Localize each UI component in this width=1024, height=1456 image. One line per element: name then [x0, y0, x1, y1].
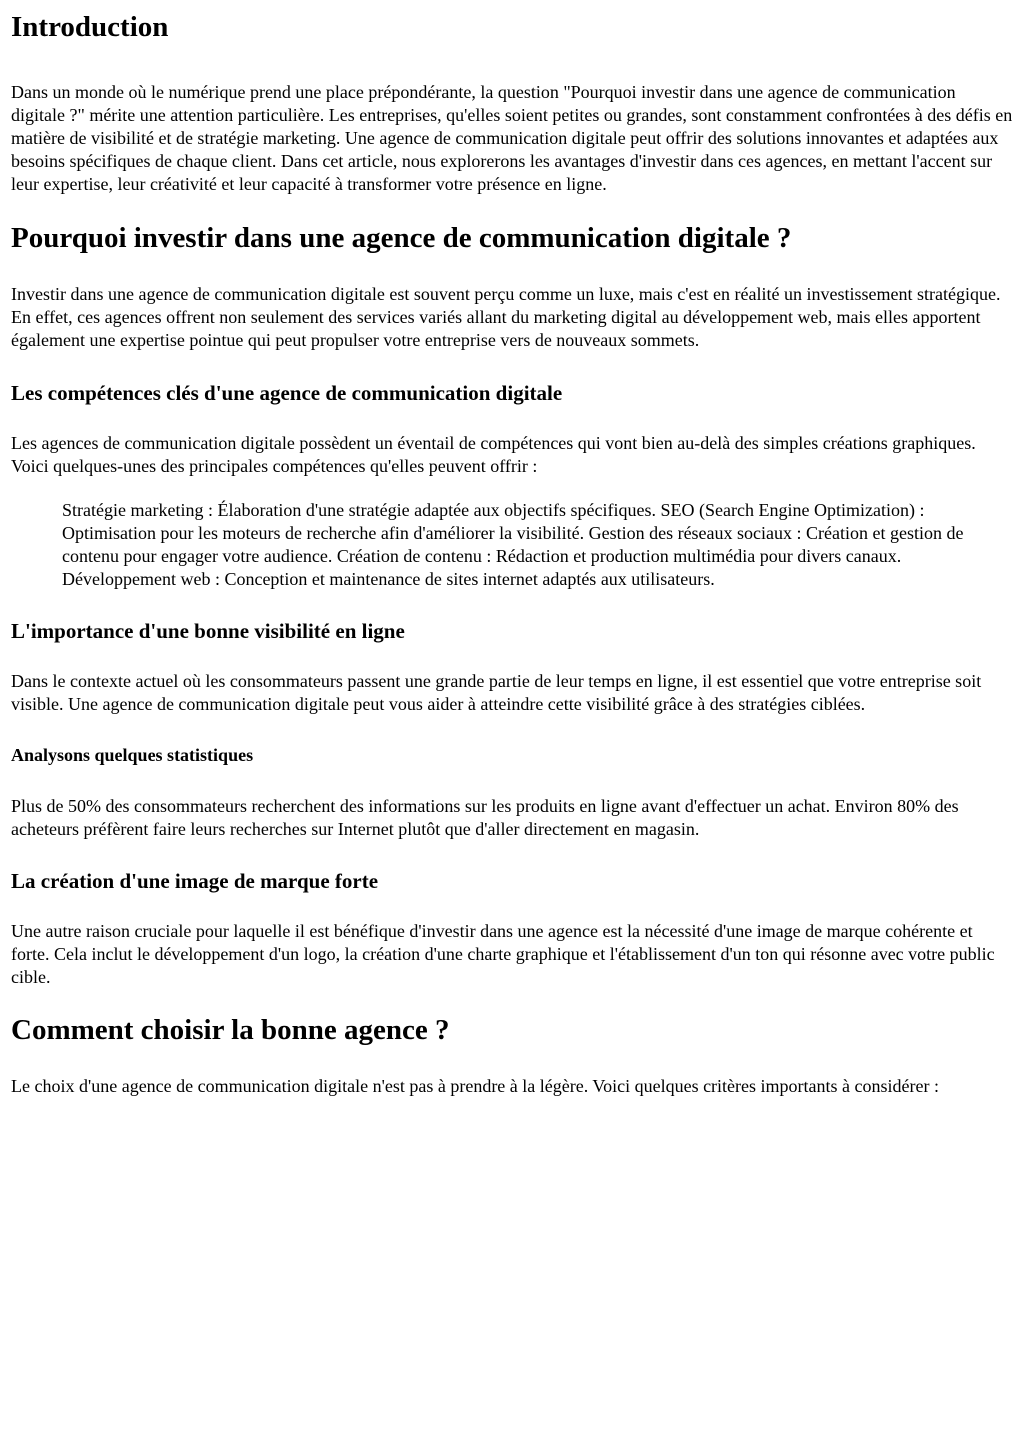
paragraph-visibilite: Dans le contexte actuel où les consommateurs passent une grande partie de leur temps en ligne, il est essentiel que votre entreprise soit visible. Une agence de communication digitale peut vous aider à atteindre cette visibilité grâce à des stratégies ciblées.: [11, 671, 982, 714]
paragraph-choisir-agence: Le choix d'une agence de communication digitale n'est pas à prendre à la légère. Voici quelques critères importants à considérer :: [11, 1076, 939, 1096]
competences-list: Stratégie marketing : Élaboration d'une stratégie adaptée aux objectifs spécifiques. SEO (Search Engine Optimization) : Optimisation pour les moteurs de recherche afin d'améliorer la visibilité. Gestion des réseaux sociaux : Création et gestion de contenu pour engager votre audience. Création de contenu : Rédaction et production multimédia pour divers canaux. Développement web : Conception et maintenance de sites internet adaptés aux utilisateurs.: [62, 500, 964, 589]
heading-image-de-marque: La création d'une image de marque forte: [11, 869, 379, 893]
heading-competences: Les compétences clés d'une agence de communication digitale: [11, 381, 563, 405]
paragraph-image-de-marque: Une autre raison cruciale pour laquelle il est bénéfique d'investir dans une agence est la nécessité d'une image de marque cohérente et forte. Cela inclut le développement d'un logo, la création d'une charte graphique et l'établissement d'un ton qui résonne avec votre public cible.: [11, 921, 995, 987]
paragraph-pourquoi-investir: Investir dans une agence de communication digitale est souvent perçu comme un luxe, mais c'est en réalité un investissement stratégique. En effet, ces agences offrent non seulement des services variés allant du marketing digital au développement web, mais elles apportent également une expertise pointue qui peut propulser votre entreprise vers de nouveaux sommets.: [11, 284, 1001, 350]
paragraph-competences: Les agences de communication digitale possèdent un éventail de compétences qui vont bien au-delà des simples créations graphiques. Voici quelques-unes des principales compétences qu'elles peuvent offrir :: [11, 433, 976, 476]
paragraph-introduction: Dans un monde où le numérique prend une place prépondérante, la question "Pourquoi investir dans une agence de communication digitale ?" mérite une attention particulière. Les entreprises, qu'elles soient petites ou grandes, sont constamment confrontées à des défis en matière de visibilité et de stratégie marketing. Une agence de communication digitale peut offrir des solutions innovantes et adaptées aux besoins spécifiques de chaque client. Dans cet article, nous explorerons les avantages d'investir dans ces agences, en mettant l'accent sur leur expertise, leur créativité et leur capacité à transformer votre présence en ligne.: [11, 82, 1013, 194]
heading-introduction: Introduction: [11, 11, 169, 43]
heading-statistiques: Analysons quelques statistiques: [11, 745, 254, 765]
heading-pourquoi-investir: Pourquoi investir dans une agence de communication digitale ?: [11, 222, 792, 254]
article: [0, 10, 1024, 1098]
heading-visibilite: L'importance d'une bonne visibilité en ligne: [11, 619, 405, 643]
heading-choisir-agence: Comment choisir la bonne agence ?: [11, 1014, 450, 1046]
paragraph-statistiques: Plus de 50% des consommateurs recherchent des informations sur les produits en ligne avant d'effectuer un achat. Environ 80% des acheteurs préfèrent faire leurs recherches sur Internet plutôt que d'aller directement en magasin.: [11, 796, 959, 839]
